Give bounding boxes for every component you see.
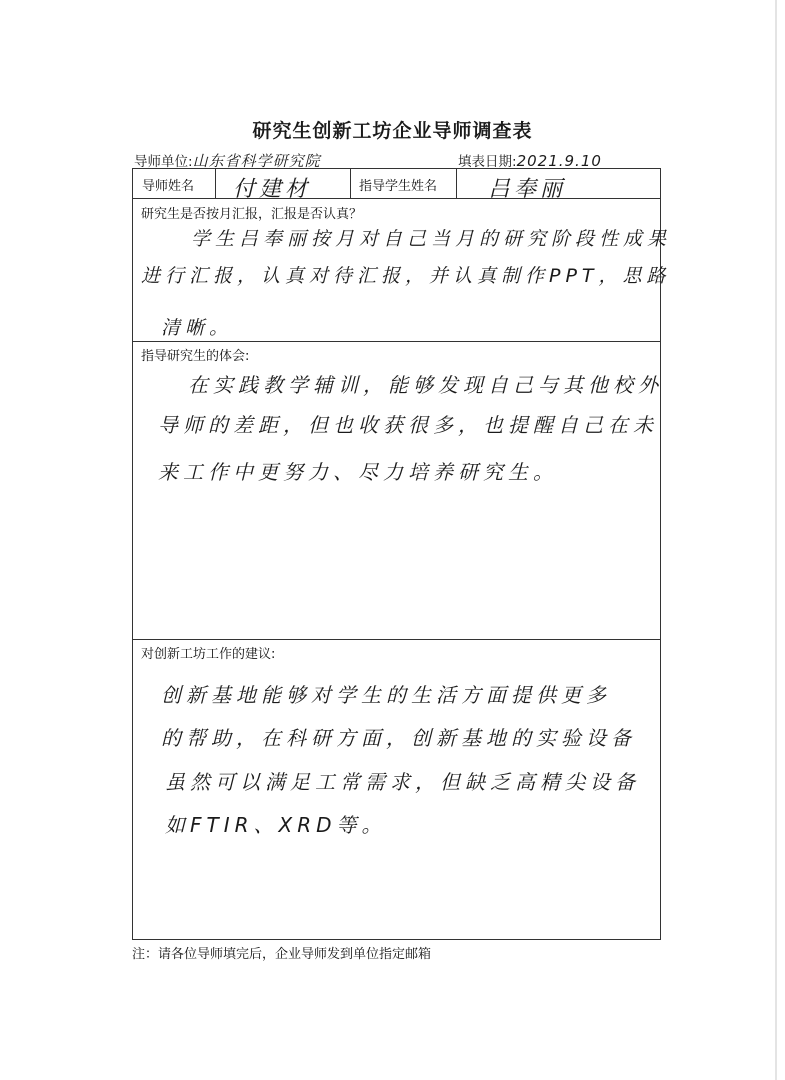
q1-label: 研究生是否按月汇报，汇报是否认真？ (141, 207, 363, 222)
q1-answer-line: 学生吕奉丽按月对自己当月的研究阶段性成果 (191, 228, 672, 250)
footnote: 注：请各位导师填完后，企业导师发到单位指定邮箱 (132, 947, 432, 962)
date-label: 填表日期: (458, 154, 517, 170)
q3-answer-line: 如FTIR、XRD等。 (165, 813, 387, 837)
scan-edge (775, 0, 777, 1080)
col-divider (456, 169, 457, 198)
survey-table (132, 168, 672, 940)
unit-value: 山东省科学研究院 (192, 152, 321, 170)
student-name-value: 吕奉丽 (488, 177, 567, 202)
row-divider (133, 639, 660, 640)
student-name-label: 指导学生姓名 (359, 179, 438, 194)
mentor-name-value: 付建材 (233, 177, 312, 202)
fill-date (458, 150, 602, 170)
q2-answer-line: 来工作中更努力、尽力培养研究生。 (158, 460, 558, 484)
unit-label: 导师单位: (134, 154, 193, 170)
q3-answer-line: 的帮助，在科研方面，创新基地的实验设备 (161, 726, 636, 750)
q3-label: 对创新工坊工作的建议: (141, 647, 276, 662)
row-divider (133, 341, 660, 342)
q2-answer-line: 导师的差距，但也收获很多，也提醒自己在未 (158, 413, 658, 437)
col-divider (215, 169, 216, 198)
q2-label: 指导研究生的体会: (141, 349, 250, 364)
form-title: 研究生创新工坊企业导师调查表 (252, 120, 533, 142)
q2-answer-line: 在实践教学辅训，能够发现自己与其他校外 (188, 373, 663, 397)
mentor-name-label: 导师姓名 (142, 179, 195, 194)
q1-answer-line: 清晰。 (161, 317, 234, 339)
col-divider (350, 169, 351, 198)
q3-answer-line: 虽然可以满足工常需求，但缺乏高精尖设备 (165, 770, 640, 794)
q3-answer-line: 创新基地能够对学生的生活方面提供更多 (161, 683, 611, 707)
date-value: 2021.9.10 (516, 152, 602, 170)
q1-answer-line: 进行汇报，认真对待汇报，并认真制作PPT，思路 (141, 265, 671, 287)
row-divider (133, 198, 660, 199)
